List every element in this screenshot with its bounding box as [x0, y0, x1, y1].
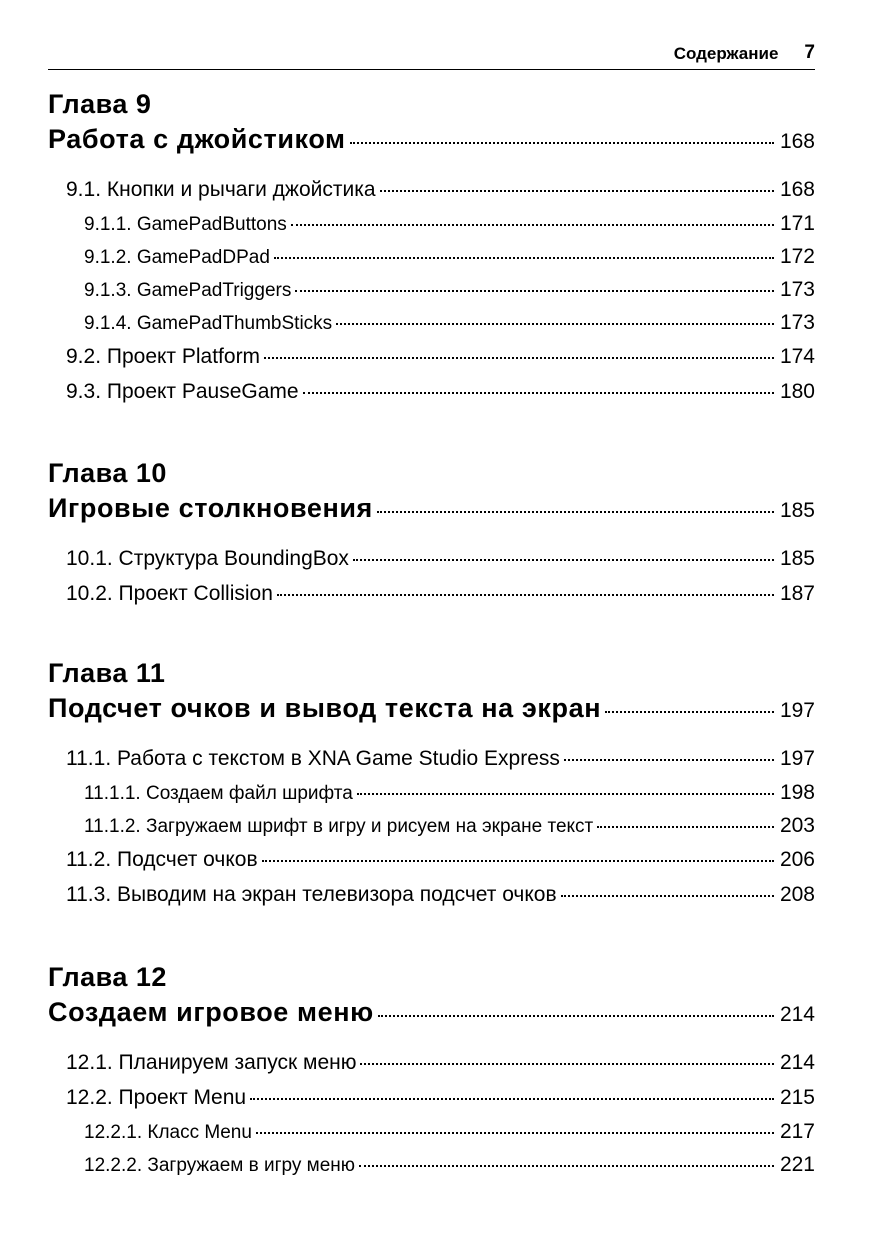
toc-entry [48, 842, 815, 877]
entry-title: 12.2. Проект Menu [66, 1086, 247, 1109]
dot-leader [359, 1165, 774, 1167]
dot-leader [564, 759, 774, 761]
entry-page-number: 214 [779, 1051, 815, 1074]
running-head-title: Содержание [673, 44, 779, 63]
entry-page-number: 206 [779, 848, 815, 871]
toc-entry [48, 541, 815, 576]
entry-title: 12.2.2. Загружаем в игру меню [84, 1155, 356, 1176]
chapter-page-number: 197 [779, 699, 815, 722]
dot-leader [378, 1015, 774, 1017]
chapter-title: Работа с джойстиком [48, 124, 346, 154]
toc-subentry [48, 273, 815, 306]
dot-leader [295, 290, 774, 292]
dot-leader [597, 826, 774, 828]
toc-entry [48, 877, 815, 912]
entry-title: 9.1.3. GamePadTriggers [84, 280, 292, 301]
toc-subentry [48, 1148, 815, 1181]
entry-page-number: 197 [779, 747, 815, 770]
dot-leader [262, 860, 774, 862]
chapter-10 [48, 457, 815, 611]
toc-subentry [48, 306, 815, 339]
chapter-title: Создаем игровое меню [48, 997, 374, 1027]
chapter-label: Глава 11 [48, 658, 166, 688]
dot-leader [274, 257, 774, 259]
chapter-title-row [48, 693, 815, 727]
chapter-title-row [48, 493, 815, 527]
entry-title: 11.3. Выводим на экран телевизора подсчет очков [66, 883, 557, 906]
dot-leader [250, 1098, 774, 1100]
dot-leader [380, 190, 774, 192]
dot-leader [336, 323, 774, 325]
entry-title: 9.1.4. GamePadThumbSticks [84, 313, 333, 334]
chapter-entries [48, 1045, 815, 1181]
entry-title: 12.1. Планируем запуск меню [66, 1051, 357, 1074]
entry-page-number: 221 [779, 1153, 815, 1176]
entry-page-number: 215 [779, 1086, 815, 1109]
dot-leader [350, 142, 774, 144]
entry-page-number: 171 [779, 212, 815, 235]
toc-entry [48, 339, 815, 374]
running-head [48, 40, 815, 70]
toc-entry [48, 1080, 815, 1115]
dot-leader [357, 793, 774, 795]
entry-page-number: 203 [779, 814, 815, 837]
entry-title: 12.2.1. Класс Menu [84, 1122, 252, 1143]
chapter-page-number: 168 [779, 130, 815, 153]
entry-page-number: 173 [779, 311, 815, 334]
chapter-entries [48, 541, 815, 611]
entry-title: 11.1.1. Создаем файл шрифта [84, 783, 353, 804]
entry-page-number: 198 [779, 781, 815, 804]
toc-subentry [48, 240, 815, 273]
chapter-label: Глава 12 [48, 962, 167, 992]
entry-title: 10.1. Структура BoundingBox [66, 547, 349, 570]
entry-page-number: 187 [779, 582, 815, 605]
chapter-page-number: 214 [779, 1003, 815, 1026]
toc-page [48, 0, 815, 1241]
chapter-label: Глава 10 [48, 458, 167, 488]
entry-title: 9.3. Проект PauseGame [66, 380, 299, 403]
dot-leader [377, 511, 774, 513]
entry-page-number: 208 [779, 883, 815, 906]
chapter-12 [48, 961, 815, 1181]
chapter-entries [48, 172, 815, 409]
chapter-entries [48, 741, 815, 912]
entry-title: 11.1. Работа с текстом в XNA Game Studio Express [66, 747, 560, 770]
dot-leader [291, 224, 774, 226]
toc-subentry [48, 809, 815, 842]
chapter-9 [48, 88, 815, 409]
toc-subentry [48, 776, 815, 809]
chapter-title: Игровые столкновения [48, 493, 373, 523]
entry-page-number: 217 [779, 1120, 815, 1143]
toc-entry [48, 1045, 815, 1080]
dot-leader [353, 559, 774, 561]
entry-page-number: 173 [779, 278, 815, 301]
entry-page-number: 174 [779, 345, 815, 368]
dot-leader [360, 1063, 773, 1065]
entry-page-number: 172 [779, 245, 815, 268]
entry-title: 9.1. Кнопки и рычаги джойстика [66, 178, 376, 201]
running-head-page-number: 7 [804, 42, 815, 63]
entry-page-number: 168 [779, 178, 815, 201]
chapter-label: Глава 9 [48, 89, 152, 119]
dot-leader [256, 1132, 774, 1134]
toc-subentry [48, 207, 815, 240]
toc-entry [48, 741, 815, 776]
chapter-title-row [48, 997, 815, 1031]
toc-entry [48, 576, 815, 611]
dot-leader [605, 711, 774, 713]
entry-page-number: 185 [779, 547, 815, 570]
chapter-title-row [48, 124, 815, 158]
entry-title: 11.1.2. Загружаем шрифт в игру и рисуем на экране текст [84, 816, 594, 837]
entry-title: 9.2. Проект Platform [66, 345, 261, 368]
entry-title: 10.2. Проект Collision [66, 582, 273, 605]
dot-leader [264, 357, 774, 359]
entry-title: 9.1.2. GamePadDPad [84, 247, 270, 268]
toc-entry [48, 172, 815, 207]
chapter-page-number: 185 [779, 499, 815, 522]
dot-leader [303, 392, 774, 394]
entry-title: 11.2. Подсчет очков [66, 848, 258, 871]
chapter-title: Подсчет очков и вывод текста на экран [48, 693, 602, 723]
toc-entry [48, 374, 815, 409]
toc-subentry [48, 1115, 815, 1148]
dot-leader [561, 895, 774, 897]
entry-page-number: 180 [779, 380, 815, 403]
dot-leader [277, 594, 774, 596]
entry-title: 9.1.1. GamePadButtons [84, 214, 287, 235]
chapter-11 [48, 657, 815, 912]
